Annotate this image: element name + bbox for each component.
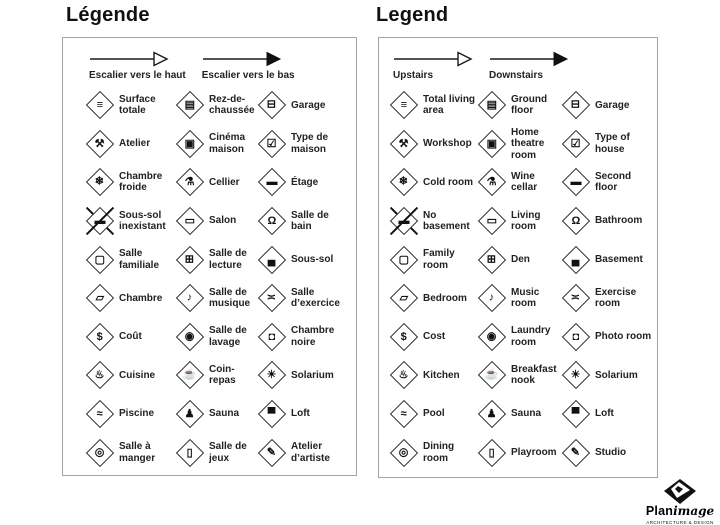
legend-item-label: Studio (595, 446, 627, 458)
legend-item-label: Piscine (119, 408, 155, 420)
den-icon: ⊞ (175, 245, 205, 275)
workshop-icon: ⚒ (389, 129, 419, 159)
legend-item-label: Salle à manger (119, 441, 156, 464)
legend-item-label: Living room (511, 209, 541, 233)
page-title-legende: Légende (66, 4, 150, 26)
kitchen-icon: ♨ (85, 360, 115, 390)
den-icon: ⊞ (477, 245, 507, 275)
legend-item (175, 356, 257, 395)
legend-item (477, 318, 561, 357)
legend-item-label: Chambre froide (119, 170, 163, 194)
legend-item-label: Second floor (595, 170, 632, 194)
legend-item-label: Atelier d’artiste (291, 441, 330, 464)
legend-item (561, 279, 657, 318)
legend-item (389, 356, 477, 395)
legend-item (257, 202, 356, 241)
legend-item (389, 202, 477, 241)
ground-floor-icon: ▤ (477, 90, 507, 120)
pool-icon: ≈ (85, 399, 115, 429)
legend-item-label: Cost (423, 331, 446, 343)
legend-item (175, 125, 257, 164)
solarium-icon: ☀ (257, 360, 287, 390)
legend-item-label: Salle d’exercice (291, 286, 340, 310)
legend-item (389, 125, 477, 164)
house-type-icon: ☑ (257, 129, 287, 159)
legend-item-label: Cinéma maison (209, 132, 246, 155)
legend-item-label: Type de maison (291, 132, 329, 155)
basement-icon: ▄ (257, 245, 287, 275)
legend-item-label: Den (511, 253, 530, 265)
stair-arrow-label: Escalier vers le bas (201, 70, 295, 81)
bedroom-icon: ▱ (85, 283, 115, 313)
garage-icon: ⊟ (257, 90, 287, 120)
legend-item (85, 86, 175, 125)
legend-item (85, 163, 175, 202)
legend-item (257, 433, 356, 472)
legend-item (477, 125, 561, 164)
legend-item (257, 279, 356, 318)
cost-icon: $ (389, 322, 419, 352)
sauna-icon: ♟ (175, 399, 205, 429)
legend-item (561, 395, 657, 434)
home-theatre-icon: ▣ (175, 129, 205, 159)
home-theatre-icon: ▣ (477, 129, 507, 159)
legend-item-label: Total living area (423, 93, 476, 117)
stairs-down-arrow-icon (202, 51, 282, 67)
legend-item-label: Bedroom (423, 292, 467, 304)
legend-item (175, 279, 257, 318)
loft-icon: ▀ (561, 399, 591, 429)
bathroom-icon: Ω (257, 206, 287, 236)
legend-item-label: Family room (423, 248, 455, 271)
wine-cellar-icon: ⚗ (477, 167, 507, 197)
legend-item-label: Dining room (423, 441, 455, 464)
stair-arrow-label: Upstairs (393, 70, 434, 81)
legend-item (175, 395, 257, 434)
legend-item-label: Photo room (595, 331, 652, 343)
legend-item-label: Sous-sol (291, 253, 334, 265)
solarium-icon: ☀ (561, 360, 591, 390)
legend-item-label: Breakfast nook (511, 363, 557, 387)
legend-item (175, 318, 257, 357)
legend-item-label: Bathroom (595, 215, 643, 227)
legend-item-label: Solarium (291, 369, 334, 381)
living-room-icon: ▭ (175, 206, 205, 236)
legend-item-label: Salle de lecture (209, 248, 247, 271)
legend-item (257, 318, 356, 357)
legend-item (389, 433, 477, 472)
legend-item-label: Home theatre room (511, 126, 545, 161)
brand-image-text: image (673, 504, 715, 518)
legend-item-label: Kitchen (423, 369, 460, 381)
legend-item (561, 240, 657, 279)
music-room-icon: ♪ (175, 283, 205, 313)
legend-item (85, 356, 175, 395)
legend-item (477, 433, 561, 472)
legend-item-label: Salon (209, 215, 237, 227)
cost-icon: $ (85, 322, 115, 352)
legend-item (389, 240, 477, 279)
no-basement-icon: ▬ (85, 206, 115, 236)
laundry-room-icon: ◉ (477, 322, 507, 352)
legend-item (85, 318, 175, 357)
legend-item (389, 318, 477, 357)
house-type-icon: ☑ (561, 129, 591, 159)
legend-item-label: Type of house (595, 132, 630, 155)
legend-item (477, 356, 561, 395)
laundry-room-icon: ◉ (175, 322, 205, 352)
legend-item-label: Solarium (595, 369, 638, 381)
legend-item (561, 318, 657, 357)
legend-item (175, 86, 257, 125)
arrows-fr (89, 51, 356, 81)
stairs-up-arrow-icon (393, 51, 473, 67)
legend-item-label: Sous-sol inexistant (119, 209, 166, 233)
exercise-room-icon: ≍ (561, 283, 591, 313)
planimage-logo (641, 479, 719, 525)
stairs-up-arrow-icon (89, 51, 169, 67)
second-floor-icon: ▬ (561, 167, 591, 197)
sauna-icon: ♟ (477, 399, 507, 429)
legend-item-label: Basement (595, 253, 643, 265)
legend-item-label: Sauna (511, 408, 542, 420)
legend-panel-fr (62, 37, 357, 476)
legend-item (477, 86, 561, 125)
legend-item (561, 356, 657, 395)
legend-item (389, 163, 477, 202)
legend-item-label: Chambre noire (291, 325, 335, 348)
legend-item (561, 433, 657, 472)
legend-item-label: Garage (595, 99, 630, 111)
legend-grid-fr (63, 86, 356, 472)
brand-plan-text: Plan (645, 504, 674, 518)
legend-item (477, 279, 561, 318)
legend-item (389, 395, 477, 434)
legend-item (175, 202, 257, 241)
legend-item-label: Surface totale (119, 93, 156, 117)
garage-icon: ⊟ (561, 90, 591, 120)
total-living-area-icon: ≡ (389, 90, 419, 120)
legend-panel-en (378, 37, 658, 478)
legend-item-label: Pool (423, 408, 445, 420)
legend-item-label: Salle de jeux (209, 441, 247, 464)
photo-room-icon: ◘ (561, 322, 591, 352)
legend-item-label: No basement (423, 209, 470, 233)
planimage-brand (641, 503, 719, 519)
legend-item-label: Salle familiale (119, 248, 160, 271)
bedroom-icon: ▱ (389, 283, 419, 313)
studio-icon: ✎ (561, 438, 591, 468)
wine-cellar-icon: ⚗ (175, 167, 205, 197)
cold-room-icon: ❄ (389, 167, 419, 197)
legend-item-label: Laundry room (511, 325, 551, 348)
stair-arrow (202, 51, 295, 81)
arrows-en (393, 51, 657, 81)
brand-tagline: ARCHITECTURE & DESIGN (646, 520, 714, 525)
legend-item-label: Salle de musique (209, 286, 251, 310)
legend-item-label: Coût (119, 331, 142, 343)
loft-icon: ▀ (257, 399, 287, 429)
legend-item (389, 279, 477, 318)
legend-item (257, 395, 356, 434)
legend-item-label: Playroom (511, 446, 557, 458)
legend-item (477, 395, 561, 434)
legend-item-label: Cellier (209, 176, 240, 188)
pool-icon: ≈ (389, 399, 419, 429)
legend-item-label: Workshop (423, 138, 472, 150)
legend-item (561, 163, 657, 202)
cold-room-icon: ❄ (85, 167, 115, 197)
legend-item-label: Cuisine (119, 369, 156, 381)
legend-item-label: Chambre (119, 292, 163, 304)
legend-item (257, 240, 356, 279)
playroom-icon: ▯ (477, 438, 507, 468)
stair-arrow (393, 51, 473, 81)
family-room-icon: ▢ (85, 245, 115, 275)
breakfast-nook-icon: ☕ (477, 360, 507, 390)
legend-item (85, 395, 175, 434)
legend-item (85, 240, 175, 279)
legend-item-label: Wine cellar (511, 170, 538, 194)
legend-item-label: Salle de bain (291, 209, 329, 233)
basement-icon: ▄ (561, 245, 591, 275)
legend-item (175, 433, 257, 472)
legend-item (85, 433, 175, 472)
dining-room-icon: ◎ (85, 438, 115, 468)
legend-item-label: Étage (291, 176, 319, 188)
stair-arrow-label: Escalier vers le haut (89, 70, 186, 81)
legend-item-label: Rez-de-chaussée (209, 93, 255, 117)
legend-item-label: Sauna (209, 408, 240, 420)
bathroom-icon: Ω (561, 206, 591, 236)
workshop-icon: ⚒ (85, 129, 115, 159)
legend-grid-en (379, 86, 657, 472)
legend-item (257, 356, 356, 395)
legend-item-label: Loft (595, 408, 614, 420)
stair-arrow (89, 51, 186, 81)
legend-item-label: Exercise room (595, 286, 637, 310)
second-floor-icon: ▬ (257, 167, 287, 197)
legend-item (477, 163, 561, 202)
legend-item (561, 125, 657, 164)
legend-item-label: Cold room (423, 176, 473, 188)
ground-floor-icon: ▤ (175, 90, 205, 120)
total-living-area-icon: ≡ (85, 90, 115, 120)
photo-room-icon: ◘ (257, 322, 287, 352)
family-room-icon: ▢ (389, 245, 419, 275)
legend-item (477, 202, 561, 241)
legend-item (257, 86, 356, 125)
stair-arrow (489, 51, 569, 81)
playroom-icon: ▯ (175, 438, 205, 468)
dining-room-icon: ◎ (389, 438, 419, 468)
kitchen-icon: ♨ (389, 360, 419, 390)
legend-item (561, 202, 657, 241)
legend-item (85, 202, 175, 241)
legend-item (389, 86, 477, 125)
legend-item (257, 125, 356, 164)
legend-item-label: Coin-repas (209, 363, 236, 387)
living-room-icon: ▭ (477, 206, 507, 236)
music-room-icon: ♪ (477, 283, 507, 313)
legend-item-label: Garage (291, 99, 326, 111)
stairs-down-arrow-icon (489, 51, 569, 67)
legend-item-label: Loft (291, 408, 310, 420)
legend-item (477, 240, 561, 279)
exercise-room-icon: ≍ (257, 283, 287, 313)
page-title-legend: Legend (376, 4, 449, 26)
no-basement-icon: ▬ (389, 206, 419, 236)
planimage-logo-icon (664, 479, 696, 506)
legend-item-label: Music room (511, 286, 540, 310)
legend-item (85, 125, 175, 164)
studio-icon: ✎ (257, 438, 287, 468)
legend-item (175, 163, 257, 202)
legend-item (561, 86, 657, 125)
legend-item-label: Salle de lavage (209, 325, 247, 348)
legend-item (85, 279, 175, 318)
legend-item-label: Atelier (119, 138, 151, 150)
stair-arrow-label: Downstairs (489, 70, 543, 81)
legend-item (257, 163, 356, 202)
legend-item-label: Ground floor (511, 93, 548, 117)
legend-item (175, 240, 257, 279)
breakfast-nook-icon: ☕ (175, 360, 205, 390)
